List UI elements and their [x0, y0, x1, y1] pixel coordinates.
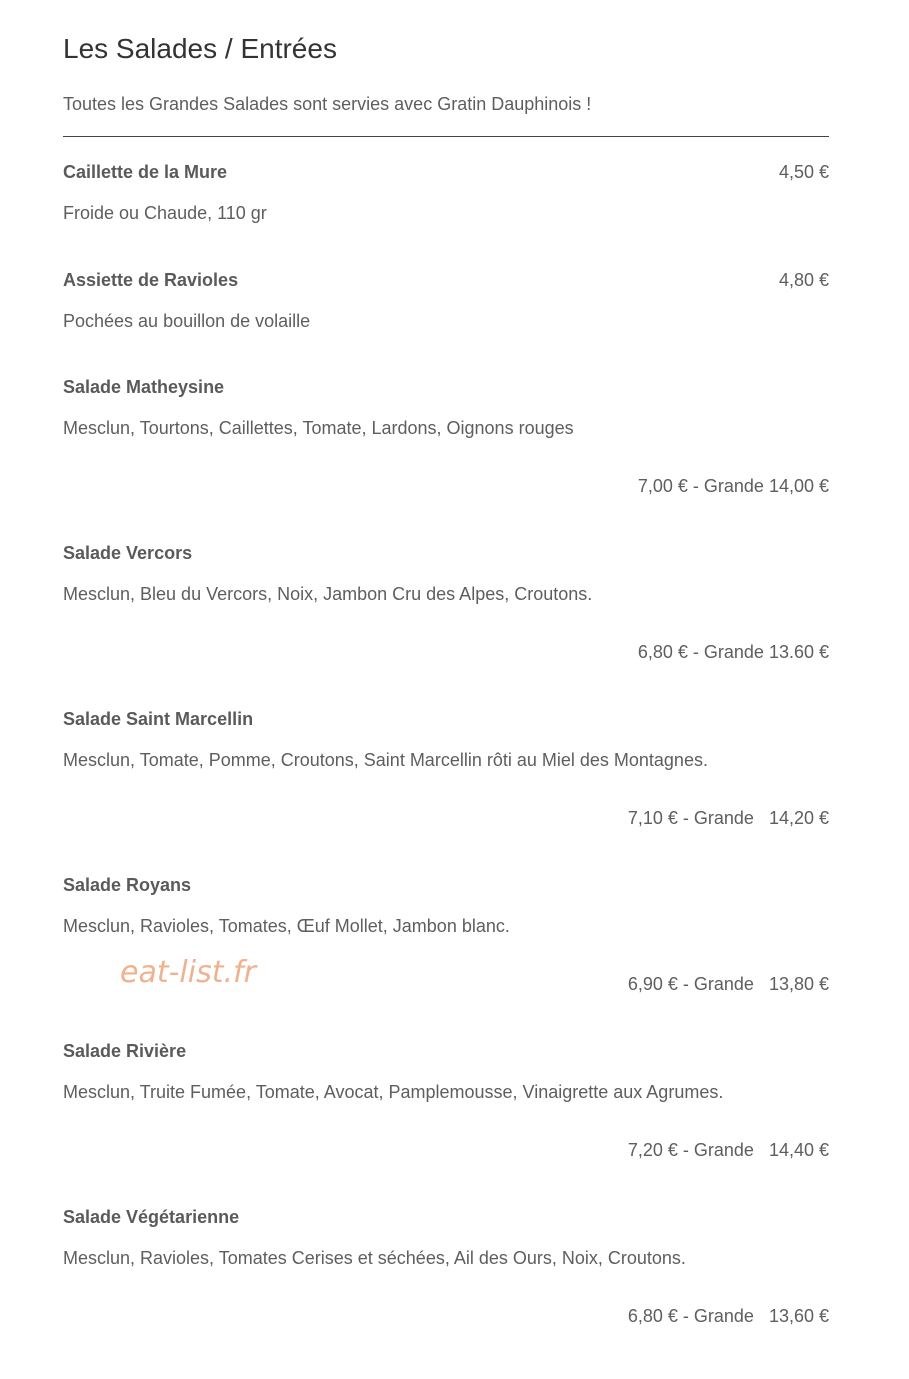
menu-item-price: 7,00 € - Grande 14,00 €	[637, 476, 829, 496]
menu-item-description: Mesclun, Ravioles, Tomates, Œuf Mollet, Jambon blanc.	[63, 916, 510, 936]
menu-item-description: Froide ou Chaude, 110 gr	[63, 203, 267, 223]
menu-item-name: Salade Matheysine	[63, 377, 225, 397]
menu-item-description: Mesclun, Tomate, Pomme, Croutons, Saint Marcellin rôti au Miel des Montagnes.	[63, 750, 708, 770]
menu-item-name: Assiette de Ravioles	[63, 270, 239, 290]
page-title: Les Salades / Entrées	[63, 33, 337, 64]
menu-item-name: Salade Vercors	[63, 543, 193, 563]
menu-item-description: Pochées au bouillon de volaille	[63, 311, 311, 331]
watermark: eat-list.fr	[120, 955, 256, 990]
menu-item-price: 6,80 € - Grande 13.60 €	[637, 642, 829, 662]
menu-item-name: Salade Saint Marcellin	[63, 709, 254, 729]
menu-page	[63, 0, 829, 1379]
menu-item-price: 6,80 € - Grande 13,60 €	[627, 1306, 829, 1326]
menu-item-description: Mesclun, Bleu du Vercors, Noix, Jambon Cru des Alpes, Croutons.	[63, 584, 593, 604]
menu-item-price: 7,20 € - Grande 14,40 €	[627, 1140, 829, 1160]
page-subtitle: Toutes les Grandes Salades sont servies avec Gratin Dauphinois !	[63, 94, 592, 114]
menu-item-price: 6,90 € - Grande 13,80 €	[627, 974, 829, 994]
menu-item-price: 4,80 €	[778, 270, 829, 290]
menu-item-name: Salade Royans	[63, 875, 192, 895]
menu-item-description: Mesclun, Truite Fumée, Tomate, Avocat, Pamplemousse, Vinaigrette aux Agrumes.	[63, 1082, 724, 1102]
menu-item-name: Salade Végétarienne	[63, 1207, 240, 1227]
menu-item-description: Mesclun, Ravioles, Tomates Cerises et séchées, Ail des Ours, Noix, Croutons.	[63, 1248, 686, 1268]
menu-item-price: 7,10 € - Grande 14,20 €	[627, 808, 829, 828]
menu-item-name: Caillette de la Mure	[63, 162, 228, 182]
menu-item-price: 4,50 €	[778, 162, 829, 182]
menu-item-description: Mesclun, Tourtons, Caillettes, Tomate, Lardons, Oignons rouges	[63, 418, 574, 438]
menu-item-name: Salade Rivière	[63, 1041, 187, 1061]
divider	[63, 136, 829, 137]
